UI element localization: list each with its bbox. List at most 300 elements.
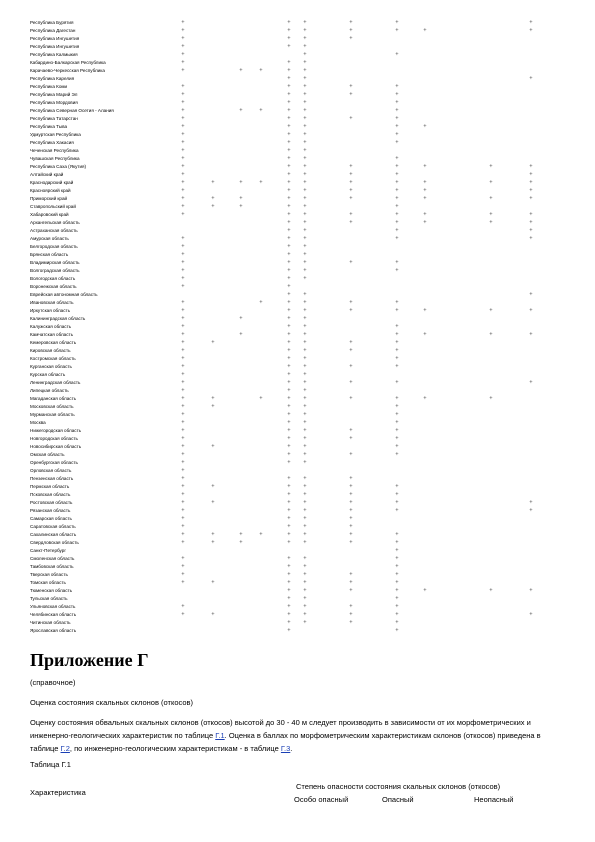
plus-mark: + [303,68,307,74]
region-name: Тверская область [30,572,68,577]
plus-mark: + [349,516,353,522]
plus-mark: + [287,164,291,170]
table-row [30,83,570,91]
link-table-g3[interactable]: Г.3 [280,744,291,753]
region-name: Калужская область [30,324,72,329]
plus-mark: + [395,116,399,122]
plus-mark: + [181,44,185,50]
plus-mark: + [529,500,533,506]
table-row [30,147,570,155]
plus-mark: + [181,388,185,394]
region-name: Тамбовская область [30,564,74,569]
plus-mark: + [303,532,307,538]
plus-mark: + [303,220,307,226]
table-row [30,91,570,99]
plus-mark: + [489,196,493,202]
appendix-note: (справочное) [30,678,76,687]
plus-mark: + [287,172,291,178]
region-name: Воронежская область [30,284,77,289]
plus-mark: + [287,140,291,146]
appendix-paragraph [30,716,570,755]
plus-mark: + [239,316,243,322]
plus-mark: + [287,412,291,418]
region-name: Орловская область [30,468,72,473]
plus-mark: + [303,316,307,322]
plus-mark: + [181,244,185,250]
region-name: Карачаево-Черкесская Республика [30,68,105,73]
plus-mark: + [349,84,353,90]
table-row [30,155,570,163]
plus-mark: + [349,196,353,202]
plus-mark: + [287,156,291,162]
plus-mark: + [287,36,291,42]
plus-mark: + [181,580,185,586]
plus-mark: + [303,380,307,386]
plus-mark: + [303,612,307,618]
plus-mark: + [395,172,399,178]
plus-mark: + [303,332,307,338]
plus-mark: + [303,132,307,138]
plus-mark: + [395,308,399,314]
plus-mark: + [181,284,185,290]
region-name: Алтайский край [30,172,64,177]
region-name: Сахалинская область [30,532,77,537]
plus-mark: + [349,212,353,218]
plus-mark: + [303,388,307,394]
region-name: Курская область [30,372,66,377]
region-name: Саратовская область [30,524,76,529]
plus-mark: + [181,132,185,138]
plus-mark: + [349,484,353,490]
plus-mark: + [349,572,353,578]
plus-mark: + [395,188,399,194]
plus-mark: + [181,428,185,434]
plus-mark: + [395,452,399,458]
plus-mark: + [287,244,291,250]
plus-mark: + [181,148,185,154]
table-row [30,131,570,139]
region-name: Нижегородская область [30,428,82,433]
region-name: Пензенская область [30,476,74,481]
plus-mark: + [349,116,353,122]
region-name: Республика Мордовия [30,100,78,105]
plus-mark: + [303,148,307,154]
plus-mark: + [489,308,493,314]
table-row [30,99,570,107]
plus-mark: + [303,260,307,266]
table-row [30,491,570,499]
plus-mark: + [239,108,243,114]
plus-mark: + [259,180,263,186]
plus-mark: + [287,484,291,490]
plus-mark: + [287,612,291,618]
table-row [30,419,570,427]
plus-mark: + [303,124,307,130]
region-name: Иркутская область [30,308,71,313]
plus-mark: + [287,380,291,386]
table-row [30,219,570,227]
plus-mark: + [181,356,185,362]
plus-mark: + [211,396,215,402]
plus-mark: + [303,620,307,626]
plus-mark: + [303,212,307,218]
plus-mark: + [287,188,291,194]
plus-mark: + [395,260,399,266]
plus-mark: + [287,108,291,114]
plus-mark: + [349,436,353,442]
plus-mark: + [181,436,185,442]
plus-mark: + [287,276,291,282]
plus-mark: + [181,212,185,218]
plus-mark: + [287,180,291,186]
table-row [30,163,570,171]
plus-mark: + [489,396,493,402]
plus-mark: + [239,68,243,74]
plus-mark: + [349,588,353,594]
table-label: Таблица Г.1 [30,760,71,769]
table-row [30,235,570,243]
plus-mark: + [423,212,427,218]
plus-mark: + [303,340,307,346]
plus-mark: + [181,332,185,338]
plus-mark: + [529,28,533,34]
plus-mark: + [181,252,185,258]
plus-mark: + [303,36,307,42]
plus-mark: + [395,620,399,626]
plus-mark: + [211,444,215,450]
plus-mark: + [349,92,353,98]
plus-mark: + [529,236,533,242]
plus-mark: + [239,332,243,338]
table-row [30,555,570,563]
region-name: Рязанская область [30,508,71,513]
region-name: Республика Карелия [30,76,75,81]
plus-mark: + [395,444,399,450]
plus-mark: + [287,436,291,442]
plus-mark: + [211,196,215,202]
plus-mark: + [181,540,185,546]
plus-mark: + [303,452,307,458]
plus-mark: + [287,420,291,426]
table-row [30,307,570,315]
plus-mark: + [259,532,263,538]
plus-mark: + [181,92,185,98]
region-name: Хабаровский край [30,212,69,217]
plus-mark: + [287,148,291,154]
plus-mark: + [211,180,215,186]
plus-mark: + [303,276,307,282]
plus-mark: + [395,108,399,114]
plus-mark: + [529,332,533,338]
plus-mark: + [395,580,399,586]
plus-mark: + [349,300,353,306]
table-row [30,595,570,603]
region-name: Республика Тыва [30,124,68,129]
plus-mark: + [395,196,399,202]
plus-mark: + [489,332,493,338]
plus-mark: + [529,212,533,218]
plus-mark: + [529,612,533,618]
plus-mark: + [287,284,291,290]
plus-mark: + [395,604,399,610]
region-name: Еврейская автономная область [30,292,98,297]
plus-mark: + [181,164,185,170]
plus-mark: + [181,316,185,322]
region-name: Республика Коми [30,84,68,89]
region-name: Астраханская область [30,228,78,233]
link-table-g1[interactable]: Г.1 [215,731,225,740]
table-row [30,563,570,571]
region-name: Республика Ингушетия [30,36,80,41]
plus-mark: + [303,204,307,210]
plus-mark: + [529,508,533,514]
header-col-very-dangerous: Особо опасный [294,795,349,804]
plus-mark: + [423,164,427,170]
plus-mark: + [287,212,291,218]
plus-mark: + [287,228,291,234]
table-row [30,43,570,51]
plus-mark: + [423,588,427,594]
plus-mark: + [349,476,353,482]
plus-mark: + [395,564,399,570]
plus-mark: + [303,252,307,258]
plus-mark: + [181,556,185,562]
region-name: Магаданская область [30,396,77,401]
table-row [30,411,570,419]
region-name: Архангельская область [30,220,80,225]
table-row [30,531,570,539]
plus-mark: + [423,220,427,226]
region-name: Республика Хакасия [30,140,74,145]
plus-mark: + [529,164,533,170]
table-row [30,123,570,131]
plus-mark: + [349,540,353,546]
plus-mark: + [287,556,291,562]
plus-mark: + [181,500,185,506]
plus-mark: + [287,396,291,402]
plus-mark: + [239,196,243,202]
plus-mark: + [181,84,185,90]
region-name: Республика Дагестан [30,28,76,33]
plus-mark: + [303,372,307,378]
region-name: Томская область [30,580,66,585]
plus-mark: + [181,396,185,402]
plus-mark: + [395,324,399,330]
region-name: Смоленская область [30,556,75,561]
plus-mark: + [303,84,307,90]
table-row [30,115,570,123]
plus-mark: + [489,212,493,218]
plus-mark: + [489,180,493,186]
plus-mark: + [287,508,291,514]
plus-mark: + [181,532,185,538]
plus-mark: + [181,348,185,354]
plus-mark: + [181,300,185,306]
plus-mark: + [395,156,399,162]
plus-mark: + [303,100,307,106]
plus-mark: + [303,92,307,98]
plus-mark: + [287,356,291,362]
plus-mark: + [395,540,399,546]
plus-mark: + [303,108,307,114]
plus-mark: + [395,28,399,34]
plus-mark: + [489,164,493,170]
table-row [30,427,570,435]
plus-mark: + [349,348,353,354]
plus-mark: + [395,332,399,338]
plus-mark: + [395,532,399,538]
table-row [30,467,570,475]
plus-mark: + [529,228,533,234]
plus-mark: + [181,108,185,114]
table-row [30,603,570,611]
plus-mark: + [303,428,307,434]
plus-mark: + [529,588,533,594]
plus-mark: + [303,516,307,522]
link-table-g2[interactable]: Г.2 [60,744,70,753]
plus-mark: + [395,436,399,442]
plus-mark: + [303,500,307,506]
region-name: Белгородская область [30,244,78,249]
plus-mark: + [395,428,399,434]
table-row [30,203,570,211]
plus-mark: + [287,532,291,538]
region-name: Ставропольский край [30,204,76,209]
table-row [30,291,570,299]
plus-mark: + [287,204,291,210]
plus-mark: + [287,28,291,34]
table-row [30,107,570,115]
plus-mark: + [423,28,427,34]
plus-mark: + [303,508,307,514]
plus-mark: + [303,540,307,546]
plus-mark: + [303,76,307,82]
plus-mark: + [395,612,399,618]
region-name: Псковская область [30,492,71,497]
plus-mark: + [303,172,307,178]
plus-mark: + [287,452,291,458]
plus-mark: + [287,132,291,138]
table-row [30,187,570,195]
plus-mark: + [303,604,307,610]
table-row [30,619,570,627]
appendix-caption: Оценка состояния скальных склонов (откосов) [30,698,193,707]
plus-mark: + [181,604,185,610]
plus-mark: + [303,188,307,194]
region-name: Липецкая область [30,388,69,393]
plus-mark: + [181,420,185,426]
plus-mark: + [287,388,291,394]
plus-mark: + [423,188,427,194]
plus-mark: + [349,28,353,34]
plus-mark: + [423,396,427,402]
plus-mark: + [259,300,263,306]
region-name: Самарская область [30,516,72,521]
plus-mark: + [395,84,399,90]
plus-mark: + [287,588,291,594]
plus-mark: + [529,308,533,314]
plus-mark: + [287,404,291,410]
plus-mark: + [423,180,427,186]
region-name: Калининградская область [30,316,86,321]
plus-mark: + [395,412,399,418]
plus-mark: + [303,52,307,58]
table-row [30,211,570,219]
table-row [30,475,570,483]
plus-mark: + [287,292,291,298]
plus-mark: + [395,380,399,386]
table-row [30,587,570,595]
plus-mark: + [181,124,185,130]
table-row [30,435,570,443]
plus-mark: + [303,228,307,234]
plus-mark: + [395,340,399,346]
plus-mark: + [303,596,307,602]
region-name: Костромская область [30,356,76,361]
plus-mark: + [303,324,307,330]
plus-mark: + [303,572,307,578]
plus-mark: + [181,196,185,202]
plus-mark: + [303,156,307,162]
table-row [30,59,570,67]
plus-mark: + [395,628,399,634]
plus-mark: + [181,60,185,66]
plus-mark: + [303,404,307,410]
plus-mark: + [181,308,185,314]
region-name: Ростовская область [30,500,73,505]
plus-mark: + [349,604,353,610]
plus-mark: + [303,356,307,362]
plus-mark: + [287,444,291,450]
region-name: Тульская область [30,596,68,601]
plus-mark: + [303,244,307,250]
table-row [30,499,570,507]
plus-mark: + [423,196,427,202]
table-row [30,403,570,411]
plus-mark: + [211,500,215,506]
plus-mark: + [529,220,533,226]
plus-mark: + [287,604,291,610]
table-row [30,195,570,203]
plus-mark: + [529,172,533,178]
region-name: Московская область [30,404,74,409]
plus-mark: + [211,204,215,210]
header-col-safe: Неопасный [474,795,514,804]
plus-mark: + [395,180,399,186]
region-name: Кировская область [30,348,71,353]
table-row [30,35,570,43]
regions-table [30,19,570,635]
plus-mark: + [395,364,399,370]
plus-mark: + [395,348,399,354]
region-name: Ярославская область [30,628,77,633]
table-row [30,323,570,331]
plus-mark: + [181,324,185,330]
plus-mark: + [395,212,399,218]
table-row [30,347,570,355]
plus-mark: + [395,596,399,602]
plus-mark: + [349,508,353,514]
plus-mark: + [181,340,185,346]
plus-mark: + [181,204,185,210]
plus-mark: + [303,60,307,66]
region-name: Вологодская область [30,276,76,281]
plus-mark: + [303,444,307,450]
plus-mark: + [287,428,291,434]
table-row [30,75,570,83]
plus-mark: + [349,164,353,170]
region-name: Читинская область [30,620,71,625]
